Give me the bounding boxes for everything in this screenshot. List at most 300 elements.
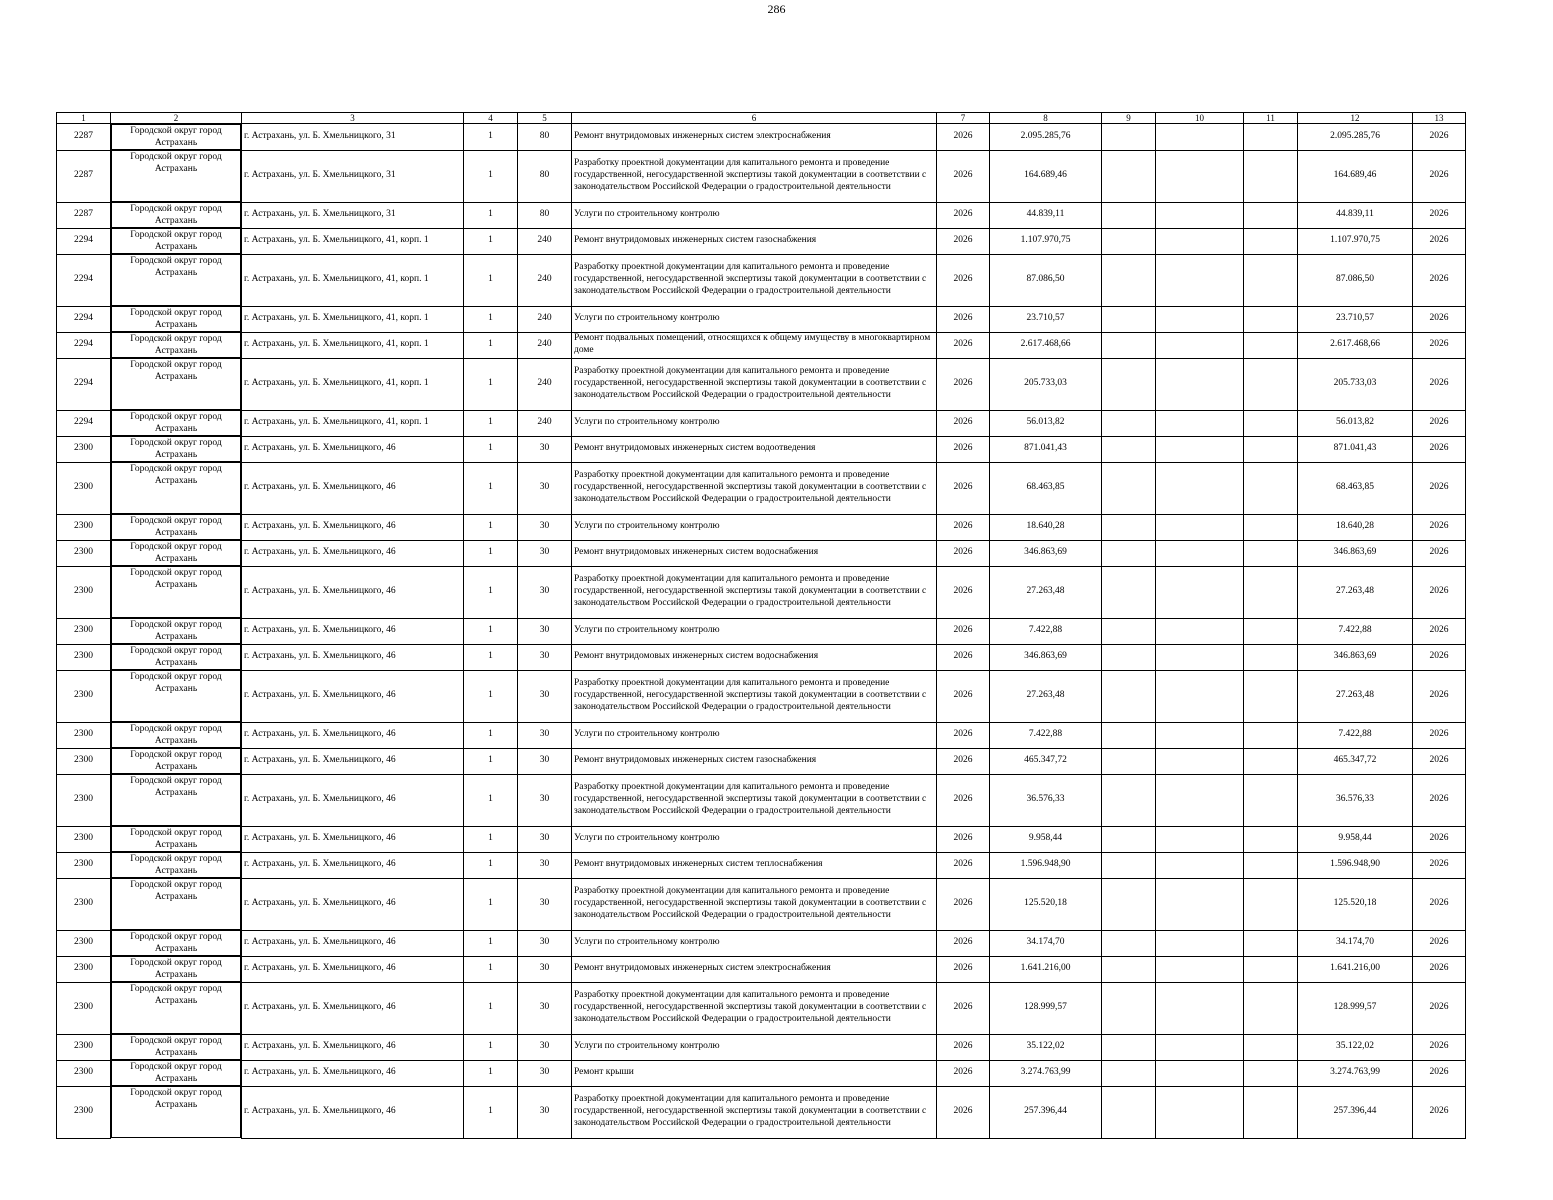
address-cell: г. Астрахань, ул. Б. Хмельницкого, 41, корп. 1 bbox=[242, 358, 464, 410]
work-type-cell: Разработку проектной документации для капитального ремонта и проведение государственной, негосударственной экспертизы такой документации в соответствии с законодательством Российской Федерации о градостроительной деятельности bbox=[572, 878, 937, 930]
work-type-cell: Разработку проектной документации для капитального ремонта и проведение государственной, негосударственной экспертизы такой документации в соответствии с законодательством Российской Федерации о градостроительной деятельности bbox=[572, 982, 937, 1034]
col5-cell: 80 bbox=[518, 202, 572, 228]
year-cell: 2026 bbox=[937, 982, 990, 1034]
column-header-9: 9 bbox=[1102, 113, 1156, 124]
address-cell: г. Астрахань, ул. Б. Хмельницкого, 46 bbox=[242, 670, 464, 722]
col4-cell: 1 bbox=[464, 670, 518, 722]
col10-cell bbox=[1156, 878, 1244, 930]
total-cost-cell: 34.174,70 bbox=[990, 930, 1102, 956]
col9-cell bbox=[1102, 410, 1156, 436]
column-header-12: 12 bbox=[1298, 113, 1413, 124]
col4-cell: 1 bbox=[464, 254, 518, 306]
col13-cell: 2026 bbox=[1413, 670, 1466, 722]
row-number-cell: 2294 bbox=[57, 254, 111, 306]
work-type-cell: Услуги по строительному контролю bbox=[572, 618, 937, 644]
table-row bbox=[57, 722, 1466, 748]
row-number-cell: 2300 bbox=[57, 1060, 111, 1086]
col5-cell: 240 bbox=[518, 254, 572, 306]
col4-cell: 1 bbox=[464, 124, 518, 151]
col4-cell: 1 bbox=[464, 826, 518, 852]
address-cell: г. Астрахань, ул. Б. Хмельницкого, 31 bbox=[242, 150, 464, 202]
work-type-cell: Услуги по строительному контролю bbox=[572, 202, 937, 228]
col5-cell: 30 bbox=[518, 436, 572, 462]
col12-cell: 36.576,33 bbox=[1298, 774, 1413, 826]
col4-cell: 1 bbox=[464, 1060, 518, 1086]
col9-cell bbox=[1102, 124, 1156, 151]
address-cell: г. Астрахань, ул. Б. Хмельницкого, 46 bbox=[242, 644, 464, 670]
col5-cell: 30 bbox=[518, 1034, 572, 1060]
total-cost-cell: 18.640,28 bbox=[990, 514, 1102, 540]
col13-cell: 2026 bbox=[1413, 514, 1466, 540]
column-header-3: 3 bbox=[242, 113, 464, 124]
col10-cell bbox=[1156, 956, 1244, 982]
col11-cell bbox=[1244, 358, 1298, 410]
col11-cell bbox=[1244, 982, 1298, 1034]
col5-cell: 30 bbox=[518, 982, 572, 1034]
work-type-cell: Разработку проектной документации для капитального ремонта и проведение государственной, негосударственной экспертизы такой документации в соответствии с законодательством Российской Федерации о градостроительной деятельности bbox=[572, 254, 937, 306]
table-row bbox=[57, 150, 1466, 202]
table-row bbox=[57, 202, 1466, 228]
total-cost-cell: 36.576,33 bbox=[990, 774, 1102, 826]
col12-cell: 23.710,57 bbox=[1298, 306, 1413, 332]
year-cell: 2026 bbox=[937, 670, 990, 722]
col11-cell bbox=[1244, 930, 1298, 956]
municipality-cell: Городской округ город Астрахань bbox=[111, 254, 241, 306]
row-number-cell: 2300 bbox=[57, 956, 111, 982]
col4-cell: 1 bbox=[464, 566, 518, 618]
work-type-cell: Услуги по строительному контролю bbox=[572, 514, 937, 540]
work-type-cell: Ремонт подвальных помещений, относящихся к общему имуществу в многоквартирном доме bbox=[572, 332, 937, 358]
municipality-cell: Городской округ город Астрахань bbox=[111, 462, 241, 514]
row-number-cell: 2300 bbox=[57, 514, 111, 540]
municipality-cell: Городской округ город Астрахань bbox=[111, 982, 241, 1034]
col9-cell bbox=[1102, 878, 1156, 930]
col11-cell bbox=[1244, 410, 1298, 436]
col9-cell bbox=[1102, 852, 1156, 878]
col11-cell bbox=[1244, 618, 1298, 644]
total-cost-cell: 164.689,46 bbox=[990, 150, 1102, 202]
col11-cell bbox=[1244, 150, 1298, 202]
col12-cell: 465.347,72 bbox=[1298, 748, 1413, 774]
municipality-cell: Городской округ город Астрахань bbox=[111, 774, 241, 826]
col9-cell bbox=[1102, 1034, 1156, 1060]
col9-cell bbox=[1102, 358, 1156, 410]
total-cost-cell: 2.617.468,66 bbox=[990, 332, 1102, 358]
year-cell: 2026 bbox=[937, 228, 990, 254]
total-cost-cell: 346.863,69 bbox=[990, 540, 1102, 566]
total-cost-cell: 56.013,82 bbox=[990, 410, 1102, 436]
col4-cell: 1 bbox=[464, 540, 518, 566]
total-cost-cell: 44.839,11 bbox=[990, 202, 1102, 228]
col11-cell bbox=[1244, 774, 1298, 826]
col5-cell: 30 bbox=[518, 644, 572, 670]
col9-cell bbox=[1102, 566, 1156, 618]
col12-cell: 205.733,03 bbox=[1298, 358, 1413, 410]
col5-cell: 30 bbox=[518, 878, 572, 930]
col4-cell: 1 bbox=[464, 202, 518, 228]
col11-cell bbox=[1244, 722, 1298, 748]
col13-cell: 2026 bbox=[1413, 1060, 1466, 1086]
total-cost-cell: 128.999,57 bbox=[990, 982, 1102, 1034]
address-cell: г. Астрахань, ул. Б. Хмельницкого, 46 bbox=[242, 514, 464, 540]
col11-cell bbox=[1244, 540, 1298, 566]
col9-cell bbox=[1102, 774, 1156, 826]
municipality-cell: Городской округ город Астрахань bbox=[111, 150, 241, 202]
col5-cell: 240 bbox=[518, 410, 572, 436]
col4-cell: 1 bbox=[464, 150, 518, 202]
total-cost-cell: 35.122,02 bbox=[990, 1034, 1102, 1060]
municipality-cell: Городской округ город Астрахань bbox=[111, 410, 241, 436]
municipality-cell: Городской округ город Астрахань bbox=[111, 228, 241, 254]
col5-cell: 80 bbox=[518, 150, 572, 202]
col5-cell: 30 bbox=[518, 1086, 572, 1138]
col12-cell: 34.174,70 bbox=[1298, 930, 1413, 956]
work-type-cell: Услуги по строительному контролю bbox=[572, 306, 937, 332]
municipality-cell: Городской округ город Астрахань bbox=[111, 1060, 241, 1086]
work-type-cell: Услуги по строительному контролю bbox=[572, 826, 937, 852]
col11-cell bbox=[1244, 202, 1298, 228]
row-number-cell: 2287 bbox=[57, 150, 111, 202]
col5-cell: 240 bbox=[518, 358, 572, 410]
col10-cell bbox=[1156, 540, 1244, 566]
address-cell: г. Астрахань, ул. Б. Хмельницкого, 46 bbox=[242, 436, 464, 462]
address-cell: г. Астрахань, ул. Б. Хмельницкого, 46 bbox=[242, 852, 464, 878]
col12-cell: 18.640,28 bbox=[1298, 514, 1413, 540]
row-number-cell: 2294 bbox=[57, 306, 111, 332]
municipality-cell: Городской округ город Астрахань bbox=[111, 332, 241, 358]
year-cell: 2026 bbox=[937, 826, 990, 852]
col12-cell: 27.263,48 bbox=[1298, 566, 1413, 618]
row-number-cell: 2300 bbox=[57, 826, 111, 852]
column-header-2: 2 bbox=[111, 113, 242, 124]
col13-cell: 2026 bbox=[1413, 436, 1466, 462]
address-cell: г. Астрахань, ул. Б. Хмельницкого, 41, корп. 1 bbox=[242, 306, 464, 332]
address-cell: г. Астрахань, ул. Б. Хмельницкого, 46 bbox=[242, 540, 464, 566]
total-cost-cell: 465.347,72 bbox=[990, 748, 1102, 774]
row-number-cell: 2300 bbox=[57, 982, 111, 1034]
col4-cell: 1 bbox=[464, 644, 518, 670]
col4-cell: 1 bbox=[464, 878, 518, 930]
work-type-cell: Ремонт крыши bbox=[572, 1060, 937, 1086]
work-type-cell: Разработку проектной документации для капитального ремонта и проведение государственной, негосударственной экспертизы такой документации в соответствии с законодательством Российской Федерации о градостроительной деятельности bbox=[572, 670, 937, 722]
col12-cell: 164.689,46 bbox=[1298, 150, 1413, 202]
col10-cell bbox=[1156, 202, 1244, 228]
municipality-cell: Городской округ город Астрахань bbox=[111, 644, 241, 670]
column-header-10: 10 bbox=[1156, 113, 1244, 124]
col10-cell bbox=[1156, 930, 1244, 956]
col10-cell bbox=[1156, 514, 1244, 540]
col10-cell bbox=[1156, 228, 1244, 254]
column-header-11: 11 bbox=[1244, 113, 1298, 124]
col9-cell bbox=[1102, 670, 1156, 722]
year-cell: 2026 bbox=[937, 306, 990, 332]
table-row bbox=[57, 826, 1466, 852]
col10-cell bbox=[1156, 358, 1244, 410]
col10-cell bbox=[1156, 748, 1244, 774]
work-type-cell: Ремонт внутридомовых инженерных систем водоснабжения bbox=[572, 644, 937, 670]
row-number-cell: 2300 bbox=[57, 722, 111, 748]
address-cell: г. Астрахань, ул. Б. Хмельницкого, 46 bbox=[242, 878, 464, 930]
row-number-cell: 2294 bbox=[57, 358, 111, 410]
table-row bbox=[57, 332, 1466, 358]
year-cell: 2026 bbox=[937, 514, 990, 540]
municipality-cell: Городской округ город Астрахань bbox=[111, 124, 241, 150]
municipality-cell: Городской округ город Астрахань bbox=[111, 202, 241, 228]
total-cost-cell: 1.107.970,75 bbox=[990, 228, 1102, 254]
col13-cell: 2026 bbox=[1413, 930, 1466, 956]
total-cost-cell: 125.520,18 bbox=[990, 878, 1102, 930]
work-type-cell: Услуги по строительному контролю bbox=[572, 722, 937, 748]
municipality-cell: Городской округ город Астрахань bbox=[111, 1034, 241, 1060]
table-row bbox=[57, 436, 1466, 462]
total-cost-cell: 1.596.948,90 bbox=[990, 852, 1102, 878]
row-number-cell: 2300 bbox=[57, 670, 111, 722]
year-cell: 2026 bbox=[937, 1086, 990, 1138]
total-cost-cell: 257.396,44 bbox=[990, 1086, 1102, 1138]
col10-cell bbox=[1156, 1034, 1244, 1060]
col9-cell bbox=[1102, 748, 1156, 774]
row-number-cell: 2294 bbox=[57, 228, 111, 254]
col4-cell: 1 bbox=[464, 1034, 518, 1060]
col13-cell: 2026 bbox=[1413, 462, 1466, 514]
table-row bbox=[57, 306, 1466, 332]
municipality-cell: Городской округ город Астрахань bbox=[111, 1086, 241, 1138]
col10-cell bbox=[1156, 124, 1244, 151]
col12-cell: 871.041,43 bbox=[1298, 436, 1413, 462]
col13-cell: 2026 bbox=[1413, 748, 1466, 774]
col11-cell bbox=[1244, 514, 1298, 540]
year-cell: 2026 bbox=[937, 358, 990, 410]
year-cell: 2026 bbox=[937, 644, 990, 670]
col9-cell bbox=[1102, 826, 1156, 852]
address-cell: г. Астрахань, ул. Б. Хмельницкого, 41, корп. 1 bbox=[242, 332, 464, 358]
work-type-cell: Услуги по строительному контролю bbox=[572, 410, 937, 436]
total-cost-cell: 2.095.285,76 bbox=[990, 124, 1102, 151]
work-type-cell: Ремонт внутридомовых инженерных систем теплоснабжения bbox=[572, 852, 937, 878]
col9-cell bbox=[1102, 462, 1156, 514]
col12-cell: 2.617.468,66 bbox=[1298, 332, 1413, 358]
col10-cell bbox=[1156, 722, 1244, 748]
col11-cell bbox=[1244, 332, 1298, 358]
col9-cell bbox=[1102, 722, 1156, 748]
col10-cell bbox=[1156, 982, 1244, 1034]
municipality-cell: Городской округ город Астрахань bbox=[111, 826, 241, 852]
row-number-cell: 2300 bbox=[57, 618, 111, 644]
col13-cell: 2026 bbox=[1413, 228, 1466, 254]
col4-cell: 1 bbox=[464, 852, 518, 878]
municipality-cell: Городской округ город Астрахань bbox=[111, 306, 241, 332]
year-cell: 2026 bbox=[937, 878, 990, 930]
col11-cell bbox=[1244, 956, 1298, 982]
col13-cell: 2026 bbox=[1413, 124, 1466, 151]
work-type-cell: Разработку проектной документации для капитального ремонта и проведение государственной, негосударственной экспертизы такой документации в соответствии с законодательством Российской Федерации о градостроительной деятельности bbox=[572, 358, 937, 410]
col9-cell bbox=[1102, 306, 1156, 332]
table-row bbox=[57, 670, 1466, 722]
col10-cell bbox=[1156, 566, 1244, 618]
col13-cell: 2026 bbox=[1413, 774, 1466, 826]
row-number-cell: 2287 bbox=[57, 124, 111, 151]
address-cell: г. Астрахань, ул. Б. Хмельницкого, 41, корп. 1 bbox=[242, 410, 464, 436]
col5-cell: 30 bbox=[518, 462, 572, 514]
total-cost-cell: 871.041,43 bbox=[990, 436, 1102, 462]
col12-cell: 3.274.763,99 bbox=[1298, 1060, 1413, 1086]
column-header-4: 4 bbox=[464, 113, 518, 124]
col13-cell: 2026 bbox=[1413, 878, 1466, 930]
col9-cell bbox=[1102, 982, 1156, 1034]
col9-cell bbox=[1102, 514, 1156, 540]
address-cell: г. Астрахань, ул. Б. Хмельницкого, 46 bbox=[242, 722, 464, 748]
total-cost-cell: 9.958,44 bbox=[990, 826, 1102, 852]
col5-cell: 30 bbox=[518, 930, 572, 956]
col13-cell: 2026 bbox=[1413, 306, 1466, 332]
col11-cell bbox=[1244, 852, 1298, 878]
year-cell: 2026 bbox=[937, 1060, 990, 1086]
total-cost-cell: 7.422,88 bbox=[990, 618, 1102, 644]
year-cell: 2026 bbox=[937, 540, 990, 566]
work-type-cell: Ремонт внутридомовых инженерных систем газоснабжения bbox=[572, 228, 937, 254]
municipality-cell: Городской округ город Астрахань bbox=[111, 930, 241, 956]
col10-cell bbox=[1156, 670, 1244, 722]
address-cell: г. Астрахань, ул. Б. Хмельницкого, 46 bbox=[242, 1060, 464, 1086]
municipality-cell: Городской округ город Астрахань bbox=[111, 540, 241, 566]
table-row bbox=[57, 618, 1466, 644]
year-cell: 2026 bbox=[937, 124, 990, 151]
col5-cell: 240 bbox=[518, 332, 572, 358]
work-type-cell: Ремонт внутридомовых инженерных систем электроснабжения bbox=[572, 124, 937, 151]
work-type-cell: Разработку проектной документации для капитального ремонта и проведение государственной, негосударственной экспертизы такой документации в соответствии с законодательством Российской Федерации о градостроительной деятельности bbox=[572, 150, 937, 202]
column-header-7: 7 bbox=[937, 113, 990, 124]
row-number-cell: 2300 bbox=[57, 462, 111, 514]
table-row bbox=[57, 1060, 1466, 1086]
col13-cell: 2026 bbox=[1413, 644, 1466, 670]
col10-cell bbox=[1156, 774, 1244, 826]
address-cell: г. Астрахань, ул. Б. Хмельницкого, 41, корп. 1 bbox=[242, 254, 464, 306]
year-cell: 2026 bbox=[937, 930, 990, 956]
col10-cell bbox=[1156, 306, 1244, 332]
row-number-cell: 2294 bbox=[57, 332, 111, 358]
work-type-cell: Услуги по строительному контролю bbox=[572, 1034, 937, 1060]
work-type-cell: Ремонт внутридомовых инженерных систем электроснабжения bbox=[572, 956, 937, 982]
col12-cell: 7.422,88 bbox=[1298, 722, 1413, 748]
address-cell: г. Астрахань, ул. Б. Хмельницкого, 46 bbox=[242, 826, 464, 852]
col5-cell: 30 bbox=[518, 540, 572, 566]
table-row bbox=[57, 514, 1466, 540]
municipality-cell: Городской округ город Астрахань bbox=[111, 514, 241, 540]
col12-cell: 128.999,57 bbox=[1298, 982, 1413, 1034]
work-type-cell: Ремонт внутридомовых инженерных систем газоснабжения bbox=[572, 748, 937, 774]
table-row bbox=[57, 1086, 1466, 1138]
work-type-cell: Разработку проектной документации для капитального ремонта и проведение государственной, негосударственной экспертизы такой документации в соответствии с законодательством Российской Федерации о градостроительной деятельности bbox=[572, 566, 937, 618]
work-type-cell: Услуги по строительному контролю bbox=[572, 930, 937, 956]
col10-cell bbox=[1156, 332, 1244, 358]
row-number-cell: 2300 bbox=[57, 436, 111, 462]
col5-cell: 30 bbox=[518, 956, 572, 982]
total-cost-cell: 346.863,69 bbox=[990, 644, 1102, 670]
year-cell: 2026 bbox=[937, 254, 990, 306]
column-header-13: 13 bbox=[1413, 113, 1466, 124]
col4-cell: 1 bbox=[464, 930, 518, 956]
col10-cell bbox=[1156, 436, 1244, 462]
table-row bbox=[57, 228, 1466, 254]
col11-cell bbox=[1244, 462, 1298, 514]
col12-cell: 1.641.216,00 bbox=[1298, 956, 1413, 982]
municipality-cell: Городской округ город Астрахань bbox=[111, 852, 241, 878]
col4-cell: 1 bbox=[464, 1086, 518, 1138]
municipality-cell: Городской округ город Астрахань bbox=[111, 566, 241, 618]
row-number-cell: 2300 bbox=[57, 540, 111, 566]
col5-cell: 30 bbox=[518, 618, 572, 644]
col10-cell bbox=[1156, 462, 1244, 514]
col9-cell bbox=[1102, 540, 1156, 566]
col12-cell: 56.013,82 bbox=[1298, 410, 1413, 436]
col13-cell: 2026 bbox=[1413, 618, 1466, 644]
municipality-cell: Городской округ город Астрахань bbox=[111, 722, 241, 748]
row-number-cell: 2300 bbox=[57, 878, 111, 930]
row-number-cell: 2300 bbox=[57, 930, 111, 956]
col9-cell bbox=[1102, 618, 1156, 644]
row-number-cell: 2300 bbox=[57, 1034, 111, 1060]
col13-cell: 2026 bbox=[1413, 566, 1466, 618]
address-cell: г. Астрахань, ул. Б. Хмельницкого, 46 bbox=[242, 982, 464, 1034]
municipality-cell: Городской округ город Астрахань bbox=[111, 618, 241, 644]
year-cell: 2026 bbox=[937, 748, 990, 774]
header-row bbox=[57, 113, 1466, 124]
col11-cell bbox=[1244, 306, 1298, 332]
col11-cell bbox=[1244, 670, 1298, 722]
year-cell: 2026 bbox=[937, 436, 990, 462]
col13-cell: 2026 bbox=[1413, 852, 1466, 878]
col12-cell: 2.095.285,76 bbox=[1298, 124, 1413, 151]
address-cell: г. Астрахань, ул. Б. Хмельницкого, 46 bbox=[242, 774, 464, 826]
col12-cell: 68.463,85 bbox=[1298, 462, 1413, 514]
table-row bbox=[57, 566, 1466, 618]
total-cost-cell: 7.422,88 bbox=[990, 722, 1102, 748]
year-cell: 2026 bbox=[937, 774, 990, 826]
col5-cell: 30 bbox=[518, 826, 572, 852]
col12-cell: 7.422,88 bbox=[1298, 618, 1413, 644]
col9-cell bbox=[1102, 254, 1156, 306]
col4-cell: 1 bbox=[464, 358, 518, 410]
total-cost-cell: 3.274.763,99 bbox=[990, 1060, 1102, 1086]
row-number-cell: 2300 bbox=[57, 566, 111, 618]
col11-cell bbox=[1244, 254, 1298, 306]
col12-cell: 9.958,44 bbox=[1298, 826, 1413, 852]
col5-cell: 240 bbox=[518, 228, 572, 254]
col9-cell bbox=[1102, 930, 1156, 956]
address-cell: г. Астрахань, ул. Б. Хмельницкого, 46 bbox=[242, 956, 464, 982]
table-body bbox=[57, 124, 1466, 1139]
col5-cell: 30 bbox=[518, 722, 572, 748]
col12-cell: 87.086,50 bbox=[1298, 254, 1413, 306]
address-cell: г. Астрахань, ул. Б. Хмельницкого, 46 bbox=[242, 566, 464, 618]
municipality-cell: Городской округ город Астрахань bbox=[111, 748, 241, 774]
col4-cell: 1 bbox=[464, 228, 518, 254]
col12-cell: 1.107.970,75 bbox=[1298, 228, 1413, 254]
work-type-cell: Разработку проектной документации для капитального ремонта и проведение государственной, негосударственной экспертизы такой документации в соответствии с законодательством Российской Федерации о градостроительной деятельности bbox=[572, 1086, 937, 1138]
col4-cell: 1 bbox=[464, 306, 518, 332]
col9-cell bbox=[1102, 644, 1156, 670]
year-cell: 2026 bbox=[937, 462, 990, 514]
address-cell: г. Астрахань, ул. Б. Хмельницкого, 41, корп. 1 bbox=[242, 228, 464, 254]
municipality-cell: Городской округ город Астрахань bbox=[111, 956, 241, 982]
col11-cell bbox=[1244, 1034, 1298, 1060]
col10-cell bbox=[1156, 410, 1244, 436]
col13-cell: 2026 bbox=[1413, 1086, 1466, 1138]
col4-cell: 1 bbox=[464, 436, 518, 462]
year-cell: 2026 bbox=[937, 410, 990, 436]
total-cost-cell: 1.641.216,00 bbox=[990, 956, 1102, 982]
col10-cell bbox=[1156, 150, 1244, 202]
